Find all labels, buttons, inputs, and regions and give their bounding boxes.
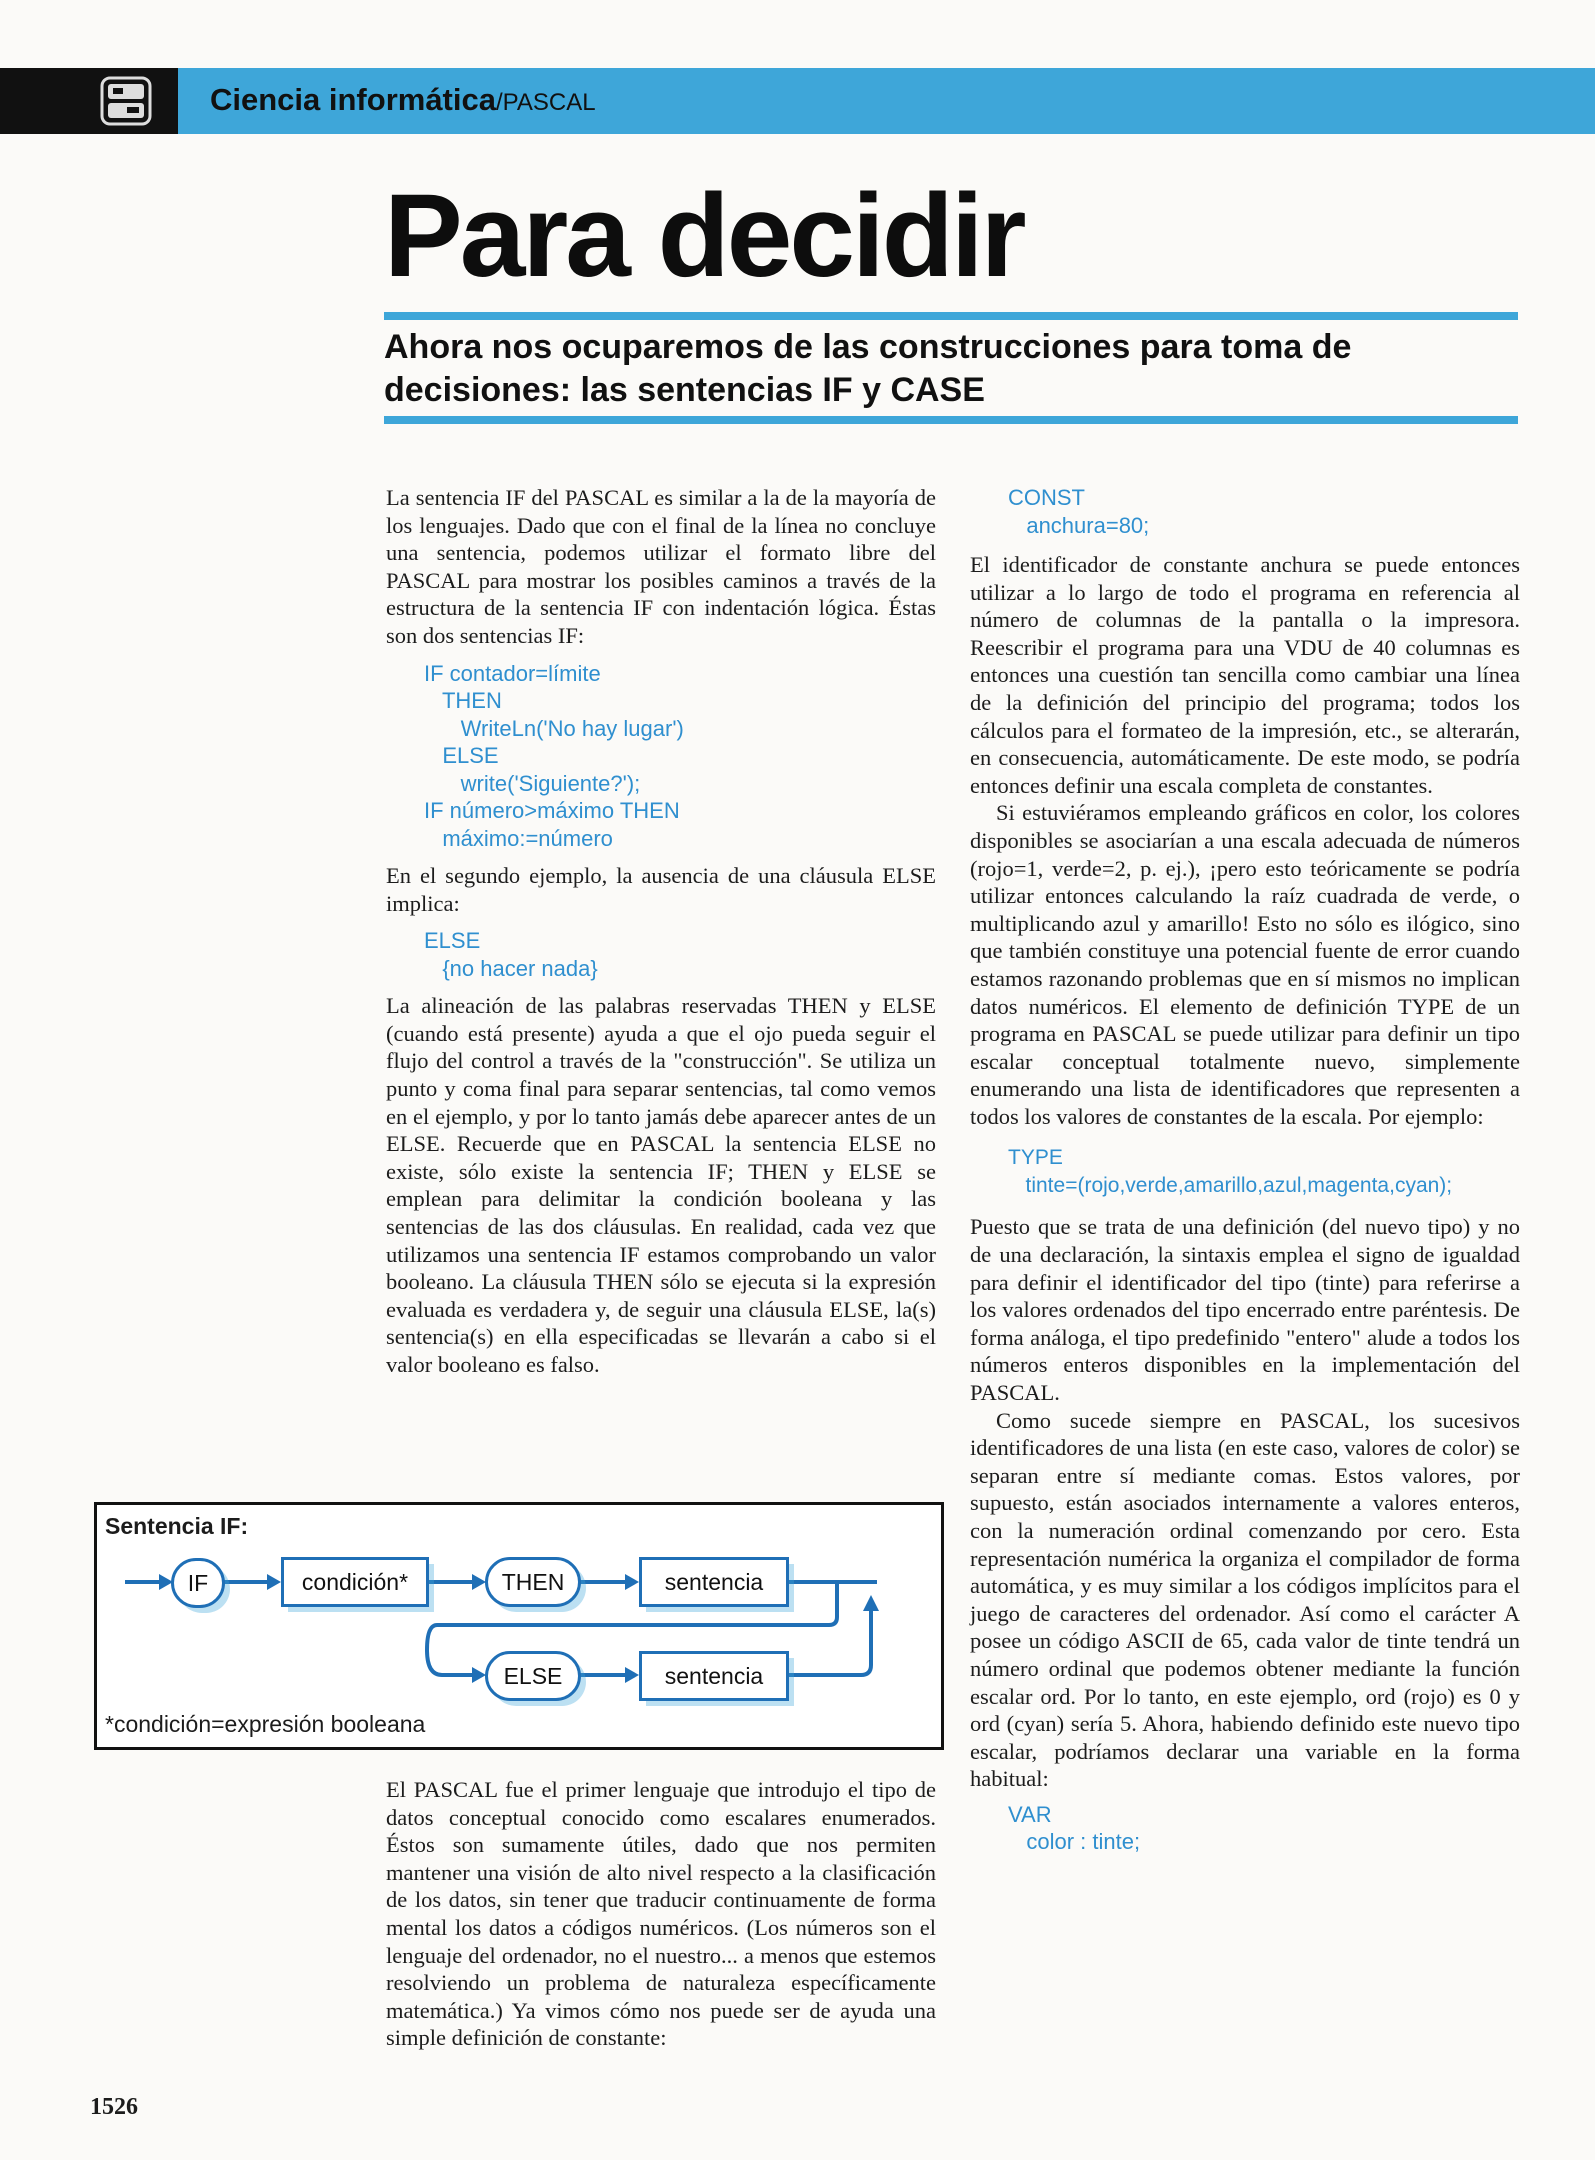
section-title xyxy=(210,82,596,118)
subtitle: Ahora nos ocuparemos de las construcciones para toma de decisiones: las sentencias IF y CASE xyxy=(384,328,1352,409)
paragraph: El identificador de constante anchura se puede entonces utilizar a lo largo de todo el programa en referencia al número de columnas de la pantalla o la impresora. Reescribir el programa para una VDU de 40 columnas es entonces una cuestión tan sencilla como cambiar una línea de la definición del principio del programa; todos los cálculos para el formateo de la impresión, etc., se alterarán, en consecuencia, automáticamente. De este modo, se podría entonces definir una escala completa de constantes. xyxy=(970,552,1520,798)
paragraph: La sentencia IF del PASCAL es similar a la de la mayoría de los lenguajes. Dado que con el final de la línea no concluye una sentencia, podemos utilizar el formato libre del PASCAL para mostrar los posibles caminos a través de la estructura de la sentencia IF con indentación lógica. Éstas son dos sentencias IF: xyxy=(386,485,936,648)
code-block: VAR color : tinte; xyxy=(1008,1801,1141,1855)
arrow-head xyxy=(625,1667,639,1683)
bottom-rule xyxy=(384,416,1518,424)
statement-node: sentencia xyxy=(639,1651,789,1701)
arrow-head xyxy=(472,1574,486,1590)
diagram-footnote: *condición=expresión booleana xyxy=(105,1711,426,1737)
condition-node: condición* xyxy=(281,1557,429,1607)
paragraph: Puesto que se trata de una definición (del nuevo tipo) y no de una declaración, la sintaxis emplea el signo de igualdad para definir el identificador del tipo (tinte) para referirse a los valores ordenados del tipo encerrado entre paréntesis. De forma análoga, el tipo predefinido "entero" alude a todos los números enteros disponibles en la implementación del PASCAL. xyxy=(970,1214,1520,1406)
if-node: IF xyxy=(171,1558,225,1608)
paragraph: La alineación de las palabras reservadas THEN y ELSE (cuando está presente) ayuda a que el ojo pueda seguir el flujo del control a través de la "construcción". Se utiliza un punto y coma final para separar sentencias, tal como vemos en el ejemplo, y por lo tanto jamás debe aparecer antes de un ELSE. Recuerde que en PASCAL la sentencia ELSE no existe, sólo existe la sentencia IF; THEN y ELSE se emplean para delimitar la condición booleana y las sentencias de las dos cláusulas. En realidad, cada vez que utilizamos una sentencia IF estamos comprobando un valor booleano. La cláusula THEN sólo se ejecuta si la expresión evaluada es verdadera y, de seguir una cláusula ELSE, la(s) sentencia(s) en ella especificadas se llevarán a cabo si el valor booleano es falso. xyxy=(386,993,936,1377)
left-column-top xyxy=(386,484,936,1379)
paragraph: El PASCAL fue el primer lenguaje que introdujo el tipo de datos conceptual conocido como escalares enumerados. Éstos son sumamente útiles, dado que nos permiten mantener una visión de alto nivel respecto a la clasificación de los datos, sin tener que traducir continuamente de forma mental los datos a códigos numéricos. (Los números son el lenguaje del ordenador, no el nuestro... a menos que estemos resolviendo un problema de naturaleza específicamente matemática.) Ya vimos cómo nos puede ser de ayuda una simple definición de constante: xyxy=(386,1777,936,2051)
return-path xyxy=(787,1610,871,1675)
arrow-head xyxy=(267,1574,281,1590)
statement-node: sentencia xyxy=(639,1557,789,1607)
paragraph: Como sucede siempre en PASCAL, los sucesivos identificadores de una lista (en este caso, valores de color) se separan entre sí mediante comas. Estos valores, por supuesto, están asociados internamente a valores enteros, con la numeración ordinal comenzando por cero. Esta representación numérica la organiza el compilador de forma automática, y es muy similar a los códigos implícitos para el juego de caracteres del ordenador. Así como el carácter A posee un código ASCII de 65, cada valor de tinte tendrá un número ordinal que podemos obtener mediante la función escalar ord. Por lo tanto, en este ejemplo, ord (rojo) es 0 y ord (cyan) sería 5. Ahora, habiendo definido este nuevo tipo escalar, podríamos declarar una variable en la forma habitual: xyxy=(970,1407,1520,1792)
page-title: Para decidir xyxy=(384,170,1024,302)
diagram-title: Sentencia IF: xyxy=(105,1513,249,1539)
then-node: THEN xyxy=(485,1557,581,1607)
top-rule xyxy=(384,312,1518,320)
right-column xyxy=(970,484,1520,1868)
code-block: TYPE tinte=(rojo,verde,amarillo,azul,magenta,cyan); xyxy=(1008,1146,1453,1197)
code-block: CONST anchura=80; xyxy=(1008,485,1150,538)
code-block: IF contador=límite THEN WriteLn('No hay lugar') ELSE write('Siguiente?'); IF número>máximo THEN máximo:=número xyxy=(424,660,684,851)
arrow-head xyxy=(472,1667,486,1683)
else-node: ELSE xyxy=(485,1651,581,1701)
left-column-bottom xyxy=(386,1776,936,2052)
paragraph: Si estuviéramos empleando gráficos en color, los colores disponibles se asociarían a una escala adecuada de números (rojo=1, verde=2, p. ej.), ¡pero esto teóricamente se podría utilizar entonces calculando la raíz cuadrada de verde, o multiplicando azul y amarillo! Esto no sólo es ilógico, sino que también constituye una potencial fuente de error cuando estamos razonando problemas que en sí mismos no implican datos numéricos. El elemento de definición TYPE de un programa en PASCAL se puede utilizar para definir un tipo escalar conceptual totalmente nuevo, simplemente enumerando una lista de identificadores que representen a todos los valores de constantes de la escala. Por ejemplo: xyxy=(970,800,1520,1129)
if-syntax-diagram xyxy=(94,1502,944,1750)
paragraph: En el segundo ejemplo, la ausencia de una cláusula ELSE implica: xyxy=(386,863,936,916)
section-logo-icon xyxy=(100,76,152,126)
section-name: Ciencia informática xyxy=(210,82,496,117)
page-number: 1526 xyxy=(90,2094,138,2120)
section-subname: /PASCAL xyxy=(495,89,596,116)
arrow-head xyxy=(625,1574,639,1590)
arrow-head xyxy=(863,1595,879,1611)
code-block: ELSE {no hacer nada} xyxy=(424,928,598,981)
